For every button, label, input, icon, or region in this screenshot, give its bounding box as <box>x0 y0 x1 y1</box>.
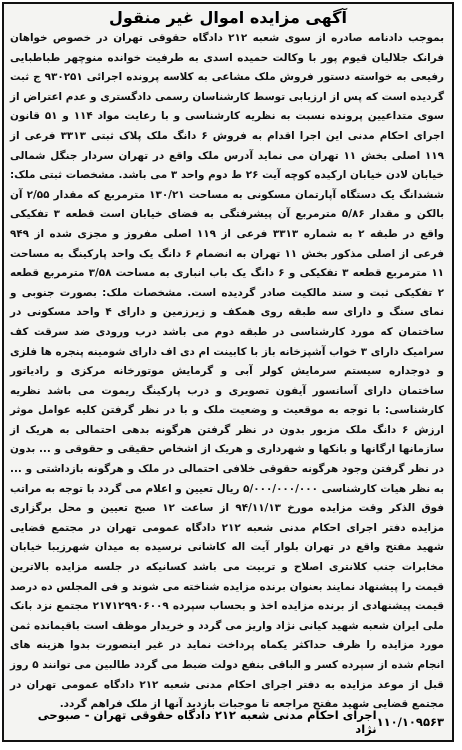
notice-footer <box>4 708 452 740</box>
notice-code: ۱۱۰/۱۰۹۵۶۳ <box>376 715 444 729</box>
notice-title: آگهی مزایده اموال غیر منقول <box>109 8 347 27</box>
notice-body <box>4 29 452 715</box>
legal-notice <box>2 2 454 742</box>
notice-body-text: بموجب دادنامه صادره از سوی شعبه ۲۱۲ دادگاه حقوقی تهران در خصوص خواهان فرانک جلالیان قیوم پور با وکالت حمیده اسدی به طرفیت خوانده منوچهر طباطبایی رفیعی به خواسته دستور فروش ملک مشاعی به کلاسه پرونده اجرائی ۹۳۰۲۵۱ ج ثبت گردیده است که پس از ارزیابی توسط کارشناسان رسمی دادگستری و عدم اعتراض از سوی متداعیین پرونده نسبت به نظریه کارشناسی و با رعایت مواد ۱۱۴ و ۵۱ قانون اجرای احکام مدنی این اجرا اقدام به فروش ۶ دانگ ملک پلاک ثبتی ۳۳۱۳ فرعی از ۱۱۹ اصلی بخش ۱۱ تهران می نماید آدرس ملک واقع در تهران سردار جنگل شمالی خیابان لادن خیابان ارکیده کوچه آیت ۲۶ ط دوم واحد ۳ می باشد. مشخصات ثبتی ملک: ششدانگ یک دستگاه آپارتمان مسکونی به مساحت ۱۳۰/۲۱ مترمربع که مقدار ۲/۵۵ آن بالکن و مقدار ۵/۸۶ مترمربع آن پیشرفتگی به فضای خیابان است قطعه ۳ تفکیکی واقع در طبقه ۲ به شماره ۳۳۱۳ فرعی از ۱۱۹ اصلی مفروز و مجزی شده از ۹۴۹ فرعی از اصلی مذکور بخش ۱۱ تهران به انضمام ۶ دانگ یک واحد پارکینگ به مساحت ۱۱ مترمربع قطعه ۳ تفکیکی و ۶ دانگ یک باب انباری به مساحت ۳/۵۸ مترمربع قطعه ۲ تفکیکی ثبت و سند مالکیت صادر گردیده است. مشخصات ملک: بصورت جنوبی و نمای سنگ و دارای سه طبقه روی همکف و زیرزمین و دارای ۴ واحد مسکونی در ساختمان که مورد کارشناسی در طبقه دوم می باشد درب ورودی ضد سرقت کف سرامیک دارای ۳ خواب آشپزخانه باز با کابینت ام دی اف دارای شومینه پنجره ها فلزی و دوجداره سیستم سرمایش کولر آبی و گرمایش موتورخانه مرکزی و رادیاتور ساختمان دارای آسانسور آیفون تصویری و درب پارکینگ ریموت می باشد نظریه کارشناسی: با توجه به موقعیت و وضعیت ملک و با در نظر گرفتن کلیه عوامل موثر ارزش ۶ دانگ ملک مزبور بدون در نظر گرفتن هرگونه بدهی احتمالی به هریک از سازمانها ارگانها و بانکها و شهرداری و هریک از اشخاص حقیقی و حقوقی و ... بدون در نظر گرفتن وجود هرگونه حقوقی خلافی احتمالی در ملک و هرگونه بازداشتی و ... به نظر هیات کارشناسی ۵/۰۰۰/۰۰۰/۰۰۰ ریال تعیین و اعلام می گردد با توجه به مراتب فوق الذکر وقت مزایده مورخ ۹۴/۱۱/۱۳ از ساعت ۱۲ صبح تعیین و محل برگزاری مزایده دفتر اجرای احکام مدنی شعبه ۲۱۲ دادگاه عمومی تهران در مجتمع قضایی شهید مفتح واقع در تهران بلوار آیت اله کاشانی نرسیده به میدان شهرزیبا خیابان مخابرات جنب کلانتری اصلاح و تربیت می باشد کسانیکه در جلسه مزایده بالاترین قیمت را پیشنهاد نمایند بعنوان برنده مزایده شناخته می شوند و فی المجلس ده درصد قیمت پیشنهادی از برنده مزایده اخذ و بحساب سپرده ۲۱۷۱۲۹۹۰۶۰۰۹ مجتمع نزد بانک ملی ایران شعبه شهید کیانی نژاد واریز می گردد و خریدار موظف است باقیمانده ثمن مورد مزایده را ظرف حداکثر یکماه پرداخت نماید در غیر اینصورت بدوا هزینه های انجام شده از سپرده کسر و الباقی بنفع دولت ضبط می گردد طالبین می توانند ۵ روز قبل از موعد مزایده به دفتر اجرای احکام مدنی شعبه ۲۱۲ دادگاه عمومی تهران در مجتمع قضایی شهید مفتح مراجعه تا موجبات بازدید آنها از ملک فراهم گردد. <box>10 32 445 711</box>
notice-authority: اجرای احکام مدنی شعبه ۲۱۲ دادگاه حقوقی تهران - صبوحی نژاد <box>37 708 377 736</box>
